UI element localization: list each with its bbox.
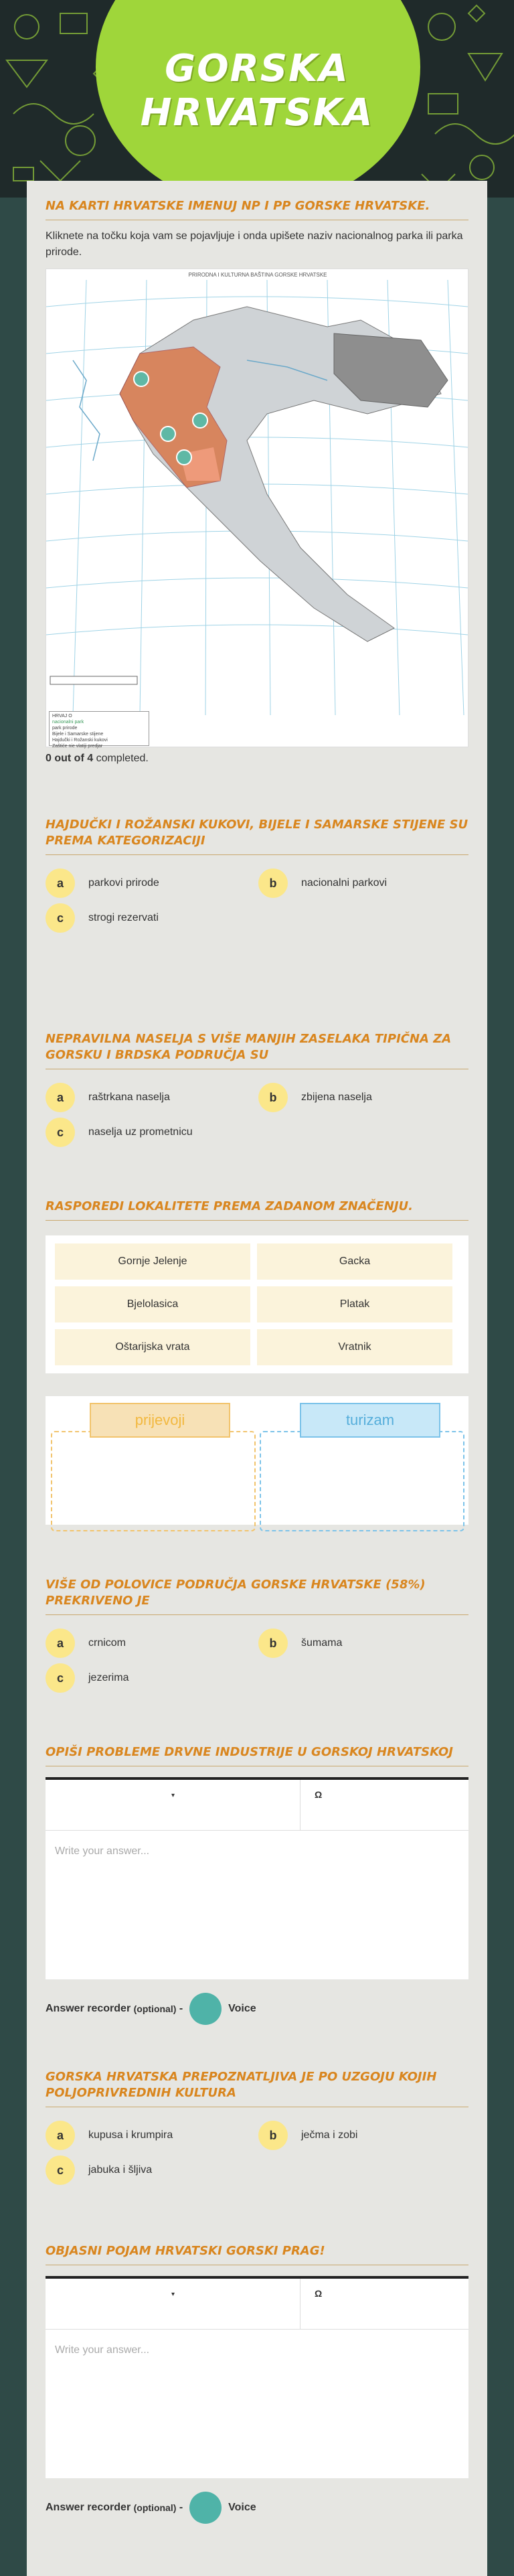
draggable-tile[interactable]: Gornje Jelenje [55,1243,250,1280]
question-3 [46,1031,468,1156]
legend-item: Hajdučki i Rožanski kukovi [52,738,108,743]
answer-options [46,1628,468,1702]
option-text: naselja uz prometnicu [88,1126,193,1138]
recorder-dash: - [179,2003,183,2014]
option-b[interactable] [258,2121,357,2150]
option-letter: c [46,2155,75,2185]
option-letter: a [46,1628,75,1658]
option-text: kupusa i krumpira [88,2129,173,2141]
option-letter: a [46,2121,75,2150]
draggable-tile[interactable]: Oštarijska vrata [55,1329,250,1365]
voice-label: Voice [228,2502,256,2513]
format-dropdown-icon[interactable]: ▾ [171,2291,175,2298]
draggable-tile[interactable]: Bjelolasica [55,1286,250,1322]
option-letter: c [46,903,75,933]
progress-count: 0 out of 4 [46,753,94,764]
option-c[interactable] [46,1118,193,1147]
option-text: jezerima [88,1672,129,1683]
map-legend [49,711,149,749]
recorder-label: Answer recorder [46,2003,131,2014]
drop-zones [46,1396,468,1525]
answer-options [46,868,468,942]
croatia-map-icon [46,280,468,715]
option-letter: a [46,868,75,898]
option-text: raštrkana naselja [88,1091,170,1103]
answer-options [46,2121,468,2194]
voice-record-button[interactable] [189,1993,222,2025]
question-4 [46,1199,468,1525]
option-text: crnicom [88,1637,126,1649]
answer-textarea[interactable]: Write your answer... [55,2344,150,2356]
answer-recorder [46,1993,468,2025]
editor-toolbar [46,2279,468,2330]
legend-item: nacionalni park [52,720,84,725]
progress-suffix: completed. [96,753,149,764]
option-c[interactable] [46,903,159,933]
drop-zone-turizam[interactable] [260,1431,464,1531]
question-title: OPIŠI PROBLEME DRVNE INDUSTRIJE U GORSKOJ HRVATSKOJ [46,1744,468,1766]
question-title: GORSKA HRVATSKA PREPOZNATLJIVA JE PO UZGOJU KOJIH POLJOPRIVREDNIH KULTURA [46,2069,468,2107]
recorder-optional-note: (optional) [133,2003,177,2014]
option-letter: b [258,868,288,898]
legend-item: Zaštiće nie vlatiji predjar [52,744,103,749]
question-2 [46,817,468,942]
option-c[interactable] [46,2155,152,2185]
recorder-label: Answer recorder [46,2502,131,2513]
option-b[interactable] [258,1628,342,1658]
question-title: HAJDUČKI I ROŽANSKI KUKOVI, BIJELE I SAMARSKE STIJENE SU PREMA KATEGORIZACIJI [46,817,468,855]
question-5 [46,1577,468,1702]
question-7 [46,2069,468,2194]
option-text: zbijena naselja [301,1091,372,1103]
draggable-tile[interactable]: Gacka [257,1243,452,1280]
toolbar-divider [300,2279,301,2330]
map-caption: PRIRODNA I KULTURNA BAŠTINA GORSKE HRVATSKE [188,272,327,278]
option-a[interactable] [46,868,159,898]
recorder-optional-note: (optional) [133,2502,177,2513]
special-characters-icon[interactable]: Ω [315,1789,323,1800]
legend-item: park prirode [52,726,78,731]
option-a[interactable] [46,1083,170,1112]
question-6 [46,1744,468,2025]
option-a[interactable] [46,1628,126,1658]
title-line-1: GORSKA [165,47,349,90]
answer-editor [46,1777,468,1979]
option-b[interactable] [258,1083,372,1112]
draggable-tile[interactable]: Vratnik [257,1329,452,1365]
page-title [0,47,514,135]
answer-editor [46,2276,468,2478]
title-line-2: HRVATSKA [140,91,374,135]
option-a[interactable] [46,2121,173,2150]
recorder-dash: - [179,2502,183,2513]
answer-textarea[interactable]: Write your answer... [55,1845,150,1857]
bucket-label: prijevoji [90,1403,230,1438]
option-c[interactable] [46,1663,128,1693]
question-8 [46,2243,468,2524]
option-text: šumama [301,1637,343,1649]
answer-options [46,1083,468,1156]
question-title: RASPOREDI LOKALITETE PREMA ZADANOM ZNAČENJU. [46,1199,468,1221]
drag-tiles [46,1235,468,1373]
option-text: parkovi prirode [88,877,159,889]
option-text: nacionalni parkovi [301,877,388,889]
option-letter: b [258,1083,288,1112]
special-characters-icon[interactable]: Ω [315,2288,323,2299]
format-dropdown-icon[interactable]: ▾ [171,1792,175,1799]
toolbar-divider [300,1780,301,1831]
option-text: strogi rezervati [88,912,159,923]
header-banner [0,0,514,198]
option-letter: c [46,1118,75,1147]
question-title: NEPRAVILNA NASELJA S VIŠE MANJIH ZASELAKA TIPIČNA ZA GORSKU I BRDSKA PODRUČJA SU [46,1031,468,1069]
progress-status [46,753,468,765]
option-text: jabuka i šljiva [88,2164,153,2176]
question-title: OBJASNI POJAM HRVATSKI GORSKI PRAG! [46,2243,468,2265]
voice-record-button[interactable] [189,2492,222,2524]
option-b[interactable] [258,868,387,898]
question-description: Kliknete na točku koja vam se pojavljuje i onda upišete naziv nacionalnog parka ili parka prirode. [46,230,463,258]
answer-recorder [46,2492,468,2524]
drop-zone-prijevoji[interactable] [51,1431,256,1531]
question-1 [46,198,468,765]
question-title: VIŠE OD POLOVICE PODRUČJA GORSKE HRVATSKE (58%) PREKRIVENO JE [46,1577,468,1615]
map-image[interactable] [46,269,468,747]
draggable-tile[interactable]: Platak [257,1286,452,1322]
option-letter: b [258,2121,288,2150]
option-letter: b [258,1628,288,1658]
legend-item: HRVAJ O [52,714,72,718]
option-letter: a [46,1083,75,1112]
worksheet [27,181,487,2576]
question-title: NA KARTI HRVATSKE IMENUJ NP I PP GORSKE HRVATSKE. [46,198,468,220]
editor-toolbar [46,1780,468,1831]
voice-label: Voice [228,2003,256,2014]
legend-item: Bijele i Samarske stijene [52,732,104,737]
bucket-label: turizam [300,1403,440,1438]
option-text: ječma i zobi [301,2129,358,2141]
option-letter: c [46,1663,75,1693]
